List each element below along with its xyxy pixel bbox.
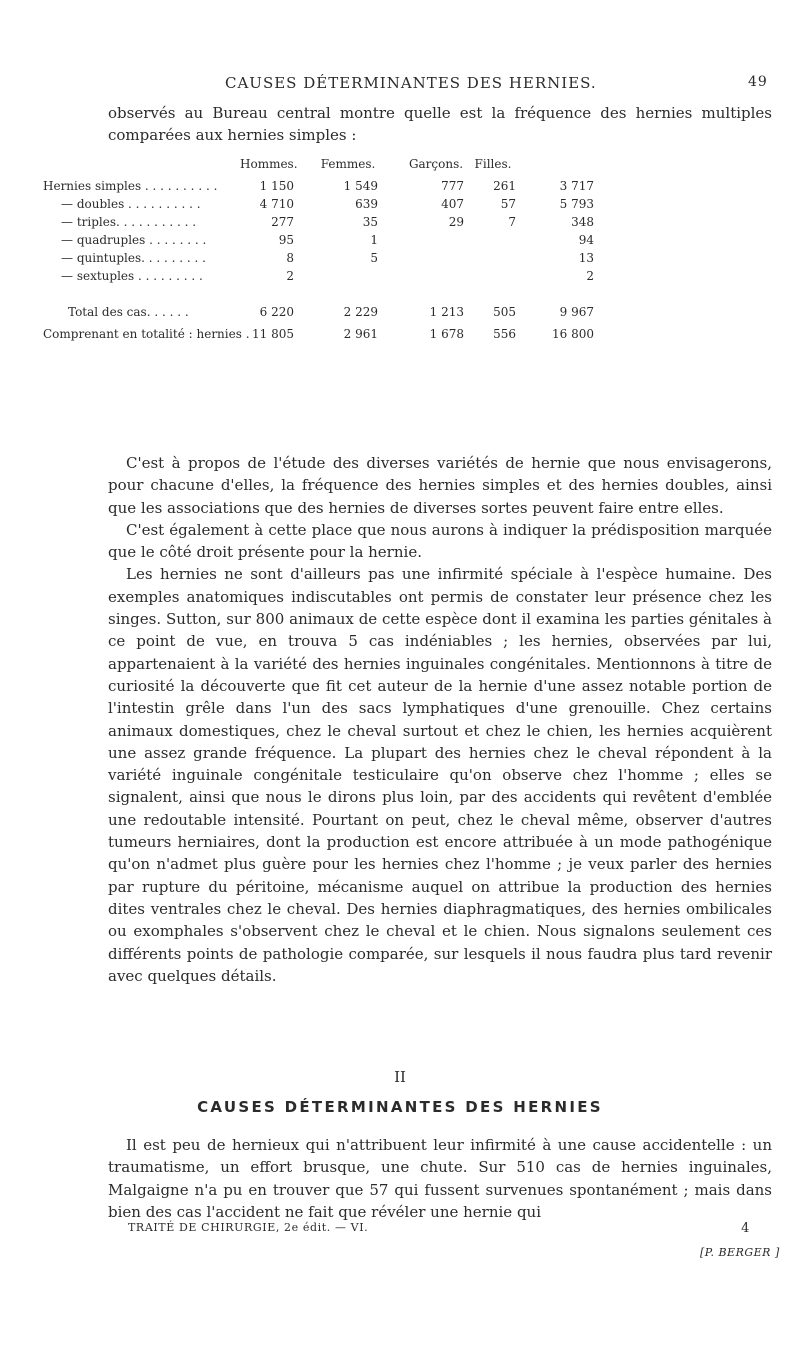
cell-girls: 505	[493, 305, 516, 319]
page-number: 49	[748, 74, 768, 90]
cell-total: 5 793	[559, 197, 594, 211]
cell-boys: 777	[441, 179, 464, 193]
cell-men: 11 805	[252, 327, 294, 341]
cell-men: 277	[271, 215, 294, 229]
cell-women: 639	[355, 197, 378, 211]
cell-men: 8	[286, 251, 294, 265]
cell-boys: 407	[441, 197, 464, 211]
section-number: II	[394, 1068, 406, 1086]
cell-men: 6 220	[259, 305, 294, 319]
paragraph: Il est peu de hernieux qui n'attribuent leur infirmité à une cause accidentelle : un traumatisme, un effort brusque, une chute. Sur 510 cas de hernies inguinales, Malgaigne n'a pu en trouver que 57 qui fussent survenues spontanément ; mais dans bien des cas l'accident ne fait que révéler une hernie qui	[108, 1136, 772, 1221]
cell-boys: 1 213	[429, 305, 464, 319]
running-header	[0, 74, 800, 98]
printer-mark: [P. BERGER ]	[700, 1246, 780, 1259]
cell-girls: 556	[493, 327, 516, 341]
cell-total: 94	[578, 233, 594, 247]
comprising-row	[0, 327, 800, 345]
table-row	[0, 179, 800, 197]
row-label: — quintuples. . . . . . . . .	[61, 251, 206, 265]
signature-mark: 4	[741, 1221, 750, 1236]
paragraph: C'est également à cette place que nous aurons à indiquer la prédisposition marquée que le côté droit présente pour la hernie.	[108, 520, 772, 562]
cell-girls: 57	[500, 197, 516, 211]
section-title: CAUSES DÉTERMINANTES DES HERNIES	[197, 1098, 603, 1116]
table-row	[0, 233, 800, 251]
row-label: — doubles . . . . . . . . . .	[61, 197, 201, 211]
column-header-women: Femmes.	[320, 157, 376, 171]
cell-men: 1 150	[259, 179, 294, 193]
cell-total: 3 717	[559, 179, 594, 193]
cell-men: 4 710	[259, 197, 294, 211]
cell-boys: 1 678	[429, 327, 464, 341]
cell-total: 2	[586, 269, 594, 283]
table-header-row	[0, 157, 800, 175]
running-title: CAUSES DÉTERMINANTES DES HERNIES.	[225, 74, 597, 92]
paragraph: C'est à propos de l'étude des diverses variétés de hernie que nous envisagerons, pour chacune d'elles, la fréquence des hernies simples et des hernies doubles, ainsi que les associations que des hernies de diverses sortes peuvent faire entre elles.	[108, 454, 772, 517]
cell-women: 2 229	[343, 305, 378, 319]
table-row	[0, 251, 800, 269]
body-text	[108, 452, 772, 987]
page-footer	[128, 1221, 772, 1241]
row-label: Comprenant en totalité : hernies .	[43, 327, 250, 341]
cell-women: 2 961	[343, 327, 378, 341]
intro-paragraph	[108, 102, 772, 147]
cell-total: 9 967	[559, 305, 594, 319]
column-header-girls: Filles.	[474, 157, 512, 171]
row-label: — quadruples . . . . . . . .	[61, 233, 207, 247]
paragraph: Les hernies ne sont d'ailleurs pas une infirmité spéciale à l'espèce humaine. Des exemples anatomiques indiscutables ont permis de constater leur présence chez les singes. Sutton, sur 800 animaux de cette espèce dont il examina les parties génitales à ce point de vue, en trouva 5 cas indéniables ; les hernies, observées par lui, appartenaient à la variété des hernies inguinales congénitales. Mentionnons à titre de curiosité la découverte que fit cet auteur de la hernie d'une assez notable portion de l'intestin grêle dans l'un des sacs lymphatiques d'une grenouille. Chez certains animaux domestiques, chez le cheval surtout et chez le chien, les hernies acquièrent une assez grande fréquence. La plupart des hernies chez le cheval répondent à la variété inguinale congénitale testiculaire qu'on observe chez l'homme ; elles se signalent, ainsi que nous le dirons plus loin, par des accidents qui revêtent d'emblée une redoutable intensité. Pourtant on peut, chez le cheval même, observer d'autres tumeurs herniaires, dont la production est encore attribuée à un mode pathogénique qu'on n'admet plus guère pour les hernies chez l'homme ; je veux parler des hernies par rupture du péritoine, mécanisme auquel on attribue la production des hernies dites ventrales chez le cheval. Des hernies diaphragmatiques, des hernies ombilicales ou exomphales s'observent chez le cheval et le chien. Nous signalons seulement ces différents points de pathologie comparée, sur lesquels il nous faudra plus tard revenir avec quelques détails.	[108, 565, 772, 985]
row-label: — triples. . . . . . . . . . .	[61, 215, 197, 229]
table-row	[0, 197, 800, 215]
cell-women: 35	[362, 215, 378, 229]
cell-men: 2	[286, 269, 294, 283]
row-label: Hernies simples . . . . . . . . . .	[43, 179, 218, 193]
section-body	[108, 1134, 772, 1223]
column-header-men: Hommes.	[240, 157, 298, 171]
book-reference: TRAITÉ DE CHIRURGIE, 2e édit. — VI.	[128, 1221, 369, 1234]
table-row	[0, 215, 800, 233]
row-label: Total des cas. . . . . .	[68, 305, 189, 319]
cell-girls: 261	[493, 179, 516, 193]
intro-text: observés au Bureau central montre quelle est la fréquence des hernies multiples comparées aux hernies simples :	[108, 104, 772, 145]
cell-boys: 29	[448, 215, 464, 229]
cell-total: 348	[571, 215, 594, 229]
cell-women: 1	[370, 233, 378, 247]
total-row	[0, 305, 800, 323]
cell-total: 16 800	[552, 327, 594, 341]
cell-total: 13	[578, 251, 594, 265]
cell-women: 1 549	[343, 179, 378, 193]
column-header-boys: Garçons.	[408, 157, 464, 171]
table-row	[0, 269, 800, 287]
cell-girls: 7	[508, 215, 516, 229]
row-label: — sextuples . . . . . . . . .	[61, 269, 203, 283]
cell-men: 95	[278, 233, 294, 247]
cell-women: 5	[370, 251, 378, 265]
